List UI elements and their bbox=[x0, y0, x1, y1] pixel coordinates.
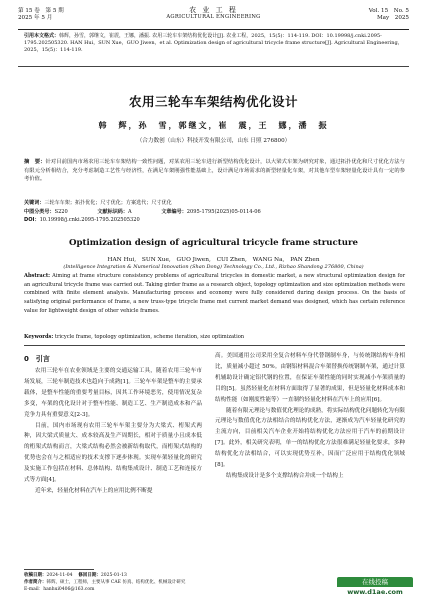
keywords-zh bbox=[24, 199, 405, 208]
abstract-en-text: Aiming at frame structure consistency problems of agricultural tricycles in domestic market, a new structural optimization design for an agricultural tricycle frame was carried out. Taking girder frame as a research object, topology optimization and size optimization methods were combined with finite element analysis. Manufacturing process and economy were fully considered during design process. On the basis of satisfying original performance of frame, a new truss-type tricycle frame met current market demand was designed, which has certain reference value for lightweight design of other vehicle frames. bbox=[24, 273, 406, 314]
citation-label: 引用本文格式： bbox=[24, 33, 60, 39]
online-submission-badge[interactable] bbox=[337, 577, 413, 599]
header-right bbox=[369, 8, 409, 22]
abstract-zh-label: 摘 要： bbox=[24, 159, 46, 165]
revised-date: 2025-01-13 bbox=[100, 573, 127, 578]
citation-rule bbox=[18, 66, 409, 67]
body-paragraph: 目前，国内市场现有农用三轮车车架主要分为大梁式、桁架式两种，因大梁式质量大、成本较高及生产周期长，相对于质量小且成本低的桁架式结构而言，大梁式结构必然会被新结构取代，而桁架式结构的优势也会在与之相适应的技术支撑下逐步体现。实现车架轻量化的研究及实施工作包括在材料、总体结构、结构集成设计、制造工艺和连接方式等方面[4]。 bbox=[24, 422, 202, 484]
website-link[interactable]: www.d1ae.com bbox=[347, 588, 403, 596]
submission-label: 在线投稿 bbox=[337, 577, 413, 587]
article-metadata bbox=[24, 199, 405, 225]
revised-label: 修回日期： bbox=[78, 573, 101, 578]
abstract-rule bbox=[24, 345, 405, 346]
journal-name-zh: 农 业 工 程 bbox=[189, 6, 238, 14]
clc-number bbox=[24, 209, 82, 215]
affiliation-en: (Intelligence Integration & Numerical Innovation (Shan Dong) Technology Co., Ltd., Rizhao Shandong 276800, China) bbox=[63, 264, 364, 270]
footnote-dates bbox=[24, 572, 185, 579]
body-paragraph: 结构集成设计是多个支撑结构合并成一个结构上 bbox=[226, 472, 344, 479]
date-en: May 2025 bbox=[376, 15, 409, 21]
doc-code bbox=[97, 209, 145, 215]
body-paragraph: 高。美国通用公司采用全复合材料车身代替钢制车身，与传统钢结构车身相比，质量减小超过 50%。由钢铝材料混合车架替换传统钢制车架，通过计算机辅助设计确定铝代钢的位置，在保证车架性能的同时实现减小车架质量的目的[5]。虽然轻量化在材料方面取得了显著的成果，但是轻量化材料成本和结构性能（如刚度性能等）一直制约轻量化材料在汽车上的应用[6]。 bbox=[215, 353, 405, 403]
article-number bbox=[161, 209, 274, 215]
received-date: 2024-11-04 bbox=[46, 573, 73, 578]
footnote-email bbox=[24, 586, 185, 593]
footnote-rule bbox=[24, 569, 94, 570]
author-bio: 韩辉，硕士，工程师，主要从事 CAE 仿真、结构优化、机械设计研究 bbox=[46, 580, 186, 585]
body-column-right bbox=[215, 351, 405, 482]
volume-en: Vol. 15 No. 5 bbox=[368, 8, 409, 14]
abstract-zh bbox=[24, 158, 405, 184]
received-label: 收稿日期： bbox=[24, 573, 47, 578]
citation-text-en: HAN Hui，SUN Xue，GUO Jiwen，et al. Optimization design of agricultural tricycle frame structure[J]. Agricultural Engineering，2025，15(5)：114-119. bbox=[24, 40, 403, 54]
paper-title-en: Optimization design of agricultural tricycle frame structure bbox=[69, 238, 358, 248]
email-label: E-mail： bbox=[24, 587, 44, 592]
keywords-zh-label: 关键词： bbox=[24, 200, 45, 206]
keywords-en-label: Keywords: bbox=[24, 334, 54, 340]
clc-value: S220 bbox=[54, 208, 68, 215]
citation-text-zh: 韩辉，孙雪，郭继文，崔震，王娜，潘振. 农用三轮车车架结构优化设计[J]. 农业工程，2025，15(5)：114-119. DOI：10.19998/j.cnki.2095-1795.202505320. bbox=[24, 33, 382, 47]
abstract-zh-text: 针对目前国内市场农用三轮车车架结构一致性问题，对某农用三轮车进行新型结构优化设计，以大梁式车架为研究对象，通过拓扑优化和尺寸优化方法与有限元分析相结合，充分考虑制造工艺性与经济性，在满足车架刚强性能基础上，设计满足市场需求的新型轻量化车架，对其他车型车架轻量化设计具有一定的参考价值。 bbox=[24, 159, 405, 183]
journal-name-en: AGRICULTURAL ENGINEERING bbox=[166, 14, 261, 20]
article-number-label: 文章编号： bbox=[161, 208, 187, 215]
doi-row bbox=[24, 216, 405, 225]
keywords-zh-text: 三轮车车架；拓扑优化；尺寸优化；方案选代；尺寸优化 bbox=[44, 200, 172, 206]
footnote bbox=[24, 572, 185, 593]
clc-label: 中图分类号： bbox=[24, 208, 55, 215]
header-center bbox=[18, 7, 409, 21]
email-link[interactable]: hanhui0406@163.com bbox=[43, 587, 95, 592]
keywords-en bbox=[24, 333, 405, 341]
abstract-en-label: Abstract: bbox=[24, 273, 51, 279]
classification-row bbox=[24, 208, 405, 217]
affiliation-zh: （合力数创（山东）科技开发有限公司，山东 日照 276800） bbox=[136, 138, 291, 144]
author-bio-label: 作者简介： bbox=[24, 580, 47, 585]
date-zh: 2025 年 5 月 bbox=[18, 15, 53, 21]
doi-link[interactable]: 10.19998/j.cnki.2095-1795.202505320 bbox=[39, 217, 140, 224]
body-column-left bbox=[24, 366, 202, 497]
body-paragraph: 近年来，轻量化材料在汽车上的应用比例不断提 bbox=[35, 487, 153, 494]
volume-zh: 第 15 卷 第 5 期 bbox=[18, 8, 64, 14]
keywords-en-text: tricycle frame, topology optimization, scheme iteration, size optimization bbox=[54, 334, 245, 340]
header-rule bbox=[18, 29, 409, 30]
abstract-en bbox=[24, 272, 405, 316]
doc-label: 文献标识码： bbox=[97, 208, 128, 215]
body-paragraph: 农用三轮车在农业领域是主要的交通运输工具，随着农用三轮车市场发展，三轮车制造技术也趋向于成熟[1]。三轮车车架是整车的主要承载体，是整车性能的重要考量目标，因其工作环境恶劣，使用情况复杂多变，车架的优化设计对于整车性能、制造工艺、生产制造成本和产品竞争力具有重要意义[2-3]。 bbox=[24, 368, 202, 418]
doc-value: A bbox=[128, 208, 132, 215]
authors-en: HAN Hui, SUN Xue, GUO Jiwen, CUI Zhen, WANG Na, PAN Zhen bbox=[107, 257, 320, 263]
paper-title-zh: 农用三轮车车架结构优化设计 bbox=[128, 94, 298, 109]
authors-zh: 韩 辉，孙 雪，郭继文，崔 震，王 娜，潘 振 bbox=[98, 120, 329, 130]
body-paragraph: 随着有限元理论与数值优化理论的成熟，将实际结构优化问题转化为有限元理论与数值优化方法相结合的结构优化方法，逐渐成为汽车轻量化研究的主流方向，目前相关汽车企业开始将结构优化方法应用于汽车的前期设计[7]。此外，相关研究表明，单一的结构优化方法很难满足轻量化要求，多种结构优化方法相结合，可以实现优势互补，因而广泛应用于结构优化领域[8]。 bbox=[215, 407, 406, 469]
journal-header bbox=[18, 6, 409, 28]
section-heading-introduction: 0 引言 bbox=[24, 355, 50, 363]
citation-block bbox=[24, 33, 405, 55]
article-number-value: 2095-1795(2025)05-0114-06 bbox=[186, 208, 261, 215]
footnote-author bbox=[24, 579, 185, 586]
doi-label: DOI： bbox=[24, 217, 40, 224]
